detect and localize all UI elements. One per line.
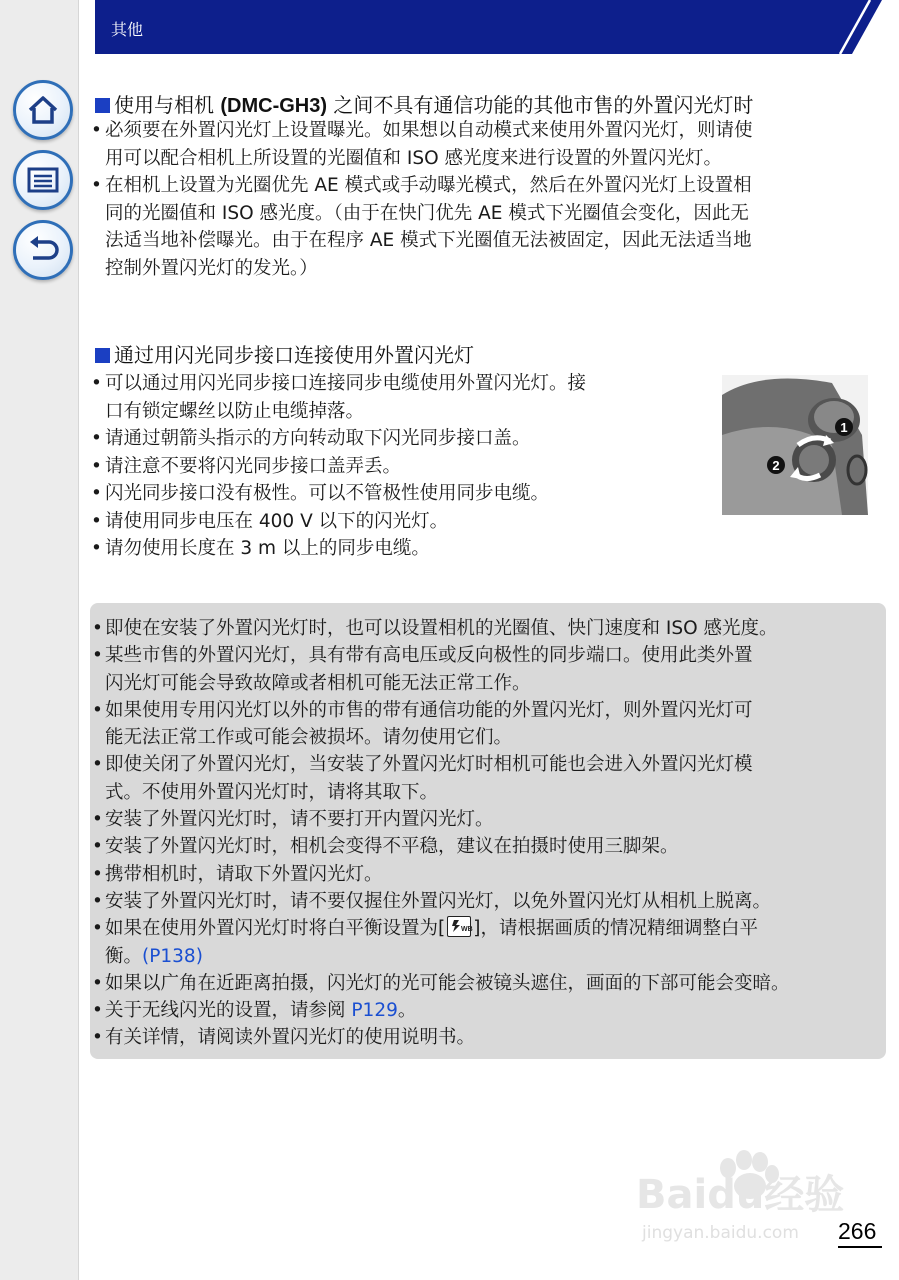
section2-list xyxy=(88,370,708,563)
list-item: • 如果使用专用闪光灯以外的市售的带有通信功能的外置闪光灯，则外置闪光灯可 能无法正常工作或可能会被损坏。请勿使用它们。 xyxy=(90,697,880,752)
callout-2: 2 xyxy=(772,458,780,473)
link-p129[interactable]: P129 xyxy=(351,1000,398,1022)
back-button[interactable] xyxy=(13,220,73,280)
white-balance-flash-icon xyxy=(447,916,471,937)
baidu-jingyan-watermark xyxy=(636,1140,846,1260)
list-item: • 请勿使用长度在 3 m 以上的同步电缆。 xyxy=(88,535,708,563)
page-number-underline xyxy=(838,1246,882,1248)
header-decoration xyxy=(812,0,882,54)
home-icon xyxy=(27,95,59,125)
back-arrow-icon xyxy=(27,236,59,264)
list-item: • 可以通过用闪光同步接口连接同步电缆使用外置闪光灯。接 口有锁定螺丝以防止电缆掉落。 xyxy=(88,370,708,425)
section-square-icon xyxy=(95,348,110,363)
menu-list-icon xyxy=(27,167,59,193)
home-button[interactable] xyxy=(13,80,73,140)
list-item: • 安装了外置闪光灯时，请不要打开内置闪光灯。 xyxy=(90,806,880,833)
section1-list xyxy=(88,117,888,282)
list-item: • 如果以广角在近距离拍摄，闪光灯的光可能会被镜头遮住，画面的下部可能会变暗。 xyxy=(90,970,880,997)
section2-title: 通过用闪光同步接口连接使用外置闪光灯 xyxy=(95,339,474,368)
list-item: • 请通过朝箭头指示的方向转动取下闪光同步接口盖。 xyxy=(88,425,708,453)
list-item: • 闪光同步接口没有极性。可以不管极性使用同步电缆。 xyxy=(88,480,708,508)
callout-1: 1 xyxy=(840,420,848,435)
camera-sync-terminal-photo xyxy=(722,375,868,515)
notes-box xyxy=(90,603,886,1059)
watermark-logo-text: Baidu经验 xyxy=(636,1172,845,1218)
list-item: • 如果在使用外置闪光灯时将白平衡设置为[ WB ]，请根据画质的情况精细调整白平 衡。(P138) xyxy=(90,915,880,970)
list-item: • 携带相机时，请取下外置闪光灯。 xyxy=(90,861,880,888)
menu-button[interactable] xyxy=(13,150,73,210)
list-item: • 安装了外置闪光灯时，请不要仅握住外置闪光灯，以免外置闪光灯从相机上脱离。 xyxy=(90,888,880,915)
section-square-icon xyxy=(95,98,110,113)
header-title: 其他 xyxy=(111,20,144,39)
list-item: • 请注意不要将闪光同步接口盖弄丢。 xyxy=(88,453,708,481)
page-number: 266 xyxy=(838,1218,877,1244)
watermark-url: jingyan.baidu.com xyxy=(642,1223,799,1243)
link-p138[interactable]: (P138) xyxy=(142,945,203,967)
list-item: • 即使关闭了外置闪光灯，当安装了外置闪光灯时相机可能也会进入外置闪光灯模 式。不使用外置闪光灯时，请将其取下。 xyxy=(90,751,880,806)
list-item: • 安装了外置闪光灯时，相机会变得不平稳，建议在拍摄时使用三脚架。 xyxy=(90,833,880,860)
svg-text:WB: WB xyxy=(461,926,473,934)
section1-title: 使用与相机 (DMC-GH3) 之间不具有通信功能的其他市售的外置闪光灯时 xyxy=(95,89,753,118)
list-item: • 有关详情，请阅读外置闪光灯的使用说明书。 xyxy=(90,1024,880,1051)
notes-list xyxy=(90,615,880,1052)
list-item: • 在相机上设置为光圈优先 AE 模式或手动曝光模式，然后在外置闪光灯上设置相 同的光圈值和 ISO 感光度。（由于在快门优先 AE 模式下光圈值会变化，因此无 法适当地补偿曝光。由于在程序 AE 模式下光圈值无法被固定，因此无法适当地 控制外置闪光灯的发光。） xyxy=(88,172,888,282)
list-item: • 必须要在外置闪光灯上设置曝光。如果想以自动模式来使用外置闪光灯，则请使 用可以配合相机上所设置的光圈值和 ISO 感光度来进行设置的外置闪光灯。 xyxy=(88,117,888,172)
page-header xyxy=(95,0,882,54)
list-item: • 某些市售的外置闪光灯，具有带有高电压或反向极性的同步端口。使用此类外置 闪光灯可能会导致故障或者相机可能无法正常工作。 xyxy=(90,642,880,697)
list-item: • 即使在安装了外置闪光灯时，也可以设置相机的光圈值、快门速度和 ISO 感光度。 xyxy=(90,615,880,642)
list-item: • 关于无线闪光的设置，请参阅 P129。 xyxy=(90,997,880,1024)
list-item: • 请使用同步电压在 400 V 以下的闪光灯。 xyxy=(88,508,708,536)
